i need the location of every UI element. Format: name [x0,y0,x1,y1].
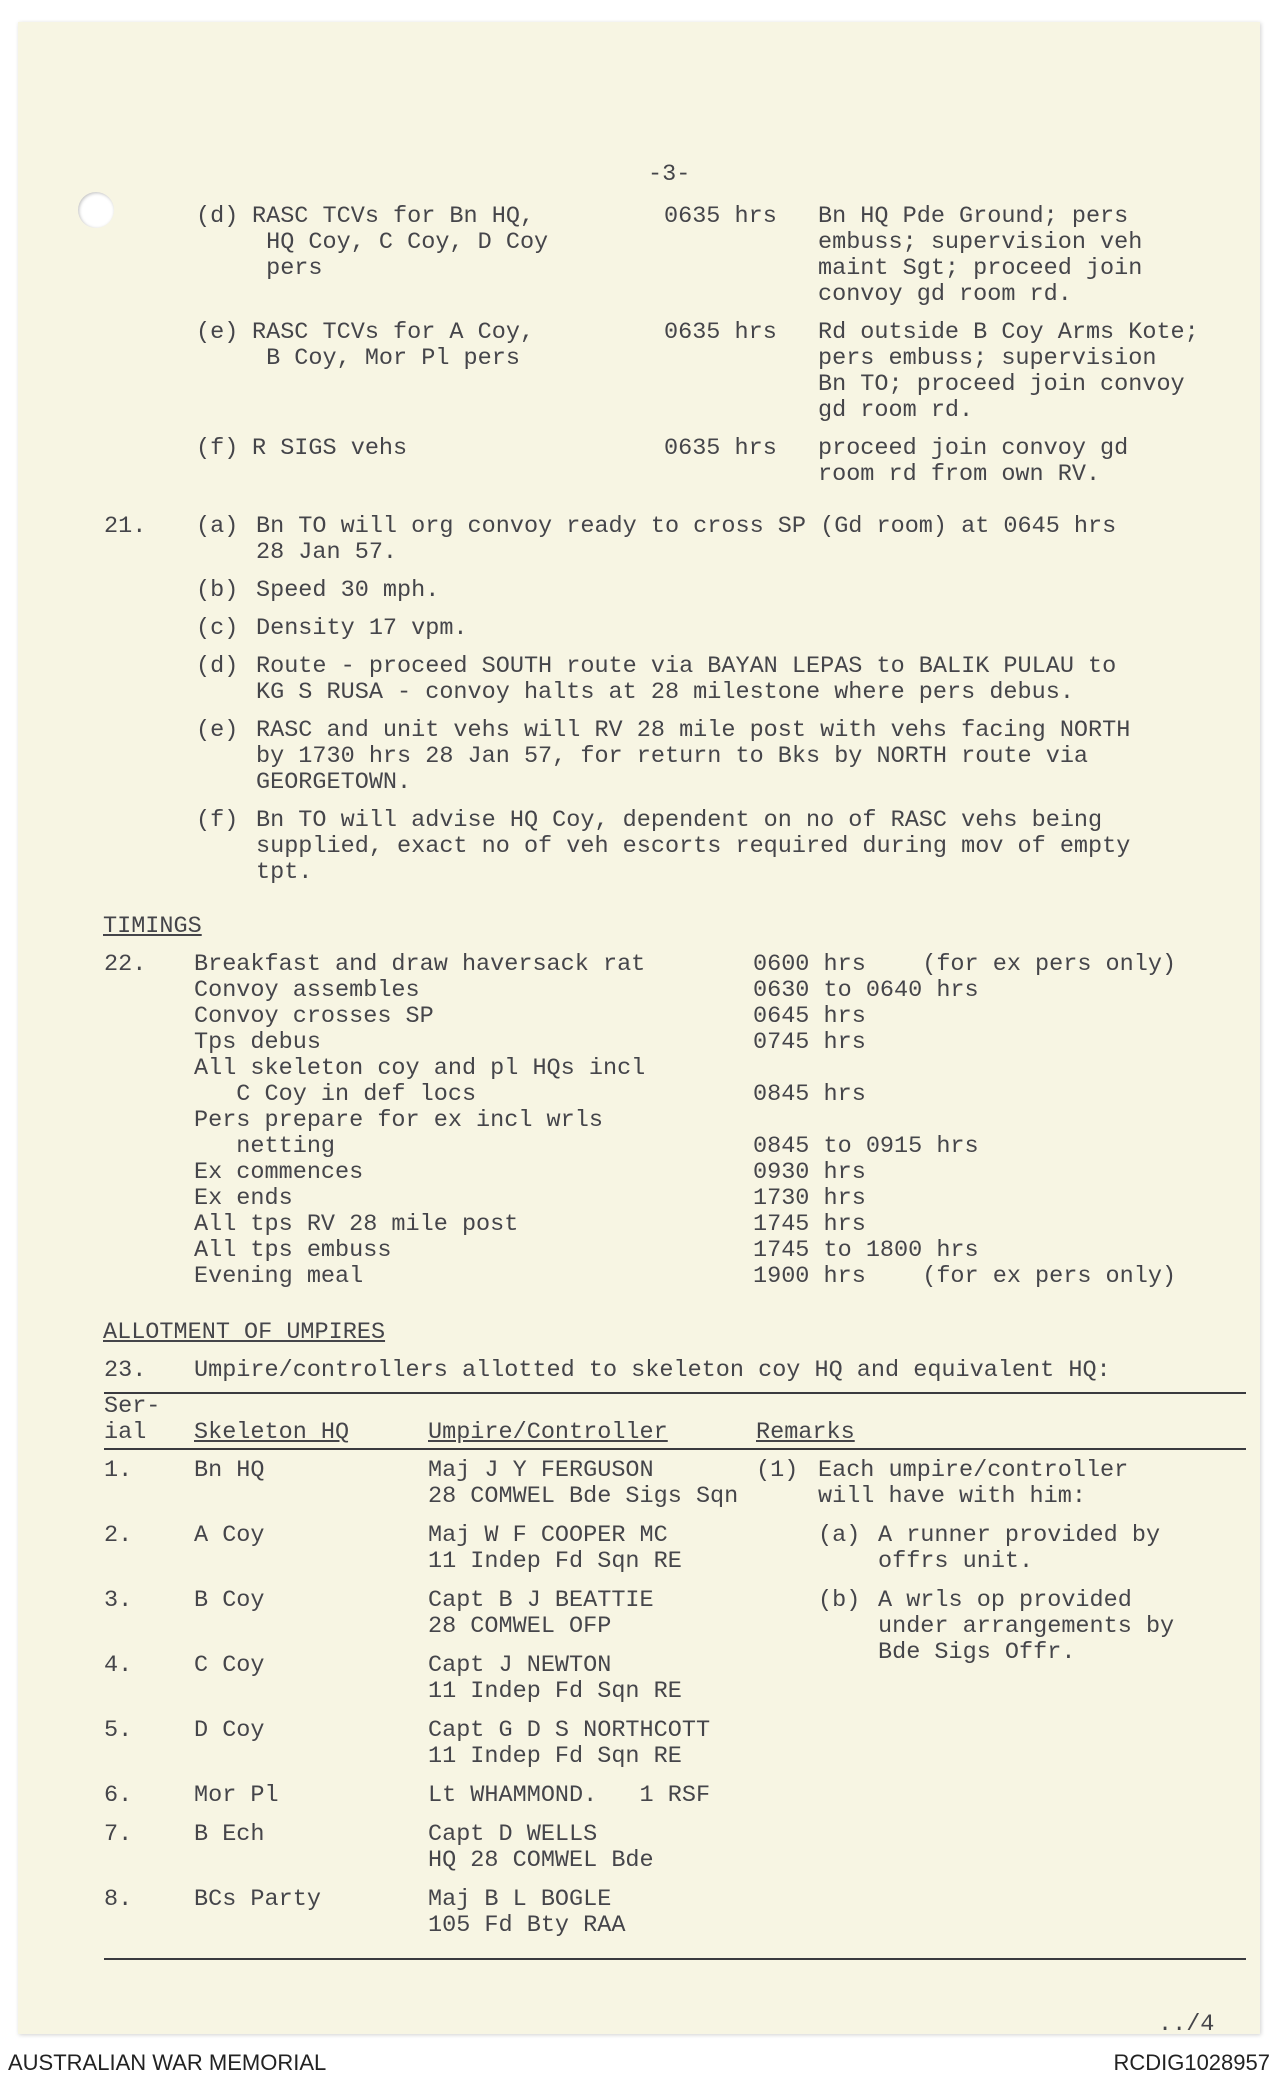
timing-event: Tps debus [194,1029,321,1056]
timing-event: Convoy crosses SP [194,1003,434,1030]
timing-event: Convoy assembles [194,977,420,1004]
timing-time: 0745 hrs [753,1029,866,1056]
para-number: 23. [104,1357,147,1384]
timing-event: Evening meal [194,1263,364,1290]
para-number: 21. [104,513,147,540]
row-umpire: Maj W F COOPER MC 11 Indep Fd Sqn RE [428,1522,682,1575]
timing-event: Ex ends [194,1185,293,1212]
section-heading: ALLOTMENT OF UMPIRES [103,1319,386,1346]
col-hq-header: Skeleton HQ [194,1419,350,1446]
timing-time: 0845 hrs [753,1081,866,1108]
row-umpire: Maj J Y FERGUSON 28 COMWEL Bde Sigs Sqn [428,1457,739,1510]
timing-time: 1730 hrs [753,1185,866,1212]
item-label: (f) [196,807,239,834]
item-time: 0635 hrs [664,319,777,346]
row-serial: 1. [104,1457,133,1484]
table-top-rule [104,1392,1246,1394]
item-remarks: proceed join convoy gd room rd from own RV. [818,435,1129,488]
item-text: Speed 30 mph. [256,577,440,604]
timing-time: 0645 hrs [753,1003,866,1030]
row-umpire: Capt J NEWTON 11 Indep Fd Sqn RE [428,1652,682,1705]
item-text: Route - proceed SOUTH route via BAYAN LEPAS to BALIK PULAU to KG S RUSA - convoy halts at 28 milestone where pers debus. [256,653,1117,706]
remark-label: (a) [818,1522,861,1549]
item-label: (d) [196,653,239,680]
timing-event: Ex commences [194,1159,364,1186]
timing-time: 1745 to 1800 hrs [753,1237,979,1264]
item-text: RASC and unit vehs will RV 28 mile post with vehs facing NORTH by 1730 hrs 28 Jan 57, for return to Bks by NORTH route via GEORGETOWN. [256,717,1131,796]
row-serial: 6. [104,1782,133,1809]
item-remarks: Bn HQ Pde Ground; pers embuss; supervision veh maint Sgt; proceed join convoy gd room rd. [818,203,1143,308]
row-hq: Bn HQ [194,1457,265,1484]
item-text: R SIGS vehs [252,435,408,462]
item-text: RASC TCVs for A Coy, B Coy, Mor Pl pers [252,319,535,372]
timing-event: All tps embuss [194,1237,392,1264]
timing-time: 1745 hrs [753,1211,866,1238]
row-serial: 5. [104,1717,133,1744]
remark-label: (b) [818,1587,861,1614]
col-remarks-header: Remarks [756,1419,855,1446]
row-hq: B Ech [194,1821,265,1848]
item-label: (e) [196,717,239,744]
remark-text: A runner provided by offrs unit. [878,1522,1161,1575]
item-time: 0635 hrs [664,435,777,462]
table-bottom-rule [104,1958,1246,1960]
item-label: (a) [196,513,239,540]
row-serial: 3. [104,1587,133,1614]
row-umpire: Capt B J BEATTIE 28 COMWEL OFP [428,1587,654,1640]
row-umpire: Maj B L BOGLE 105 Fd Bty RAA [428,1886,626,1939]
row-hq: A Coy [194,1522,265,1549]
item-text: Bn TO will advise HQ Coy, dependent on no of RASC vehs being supplied, exact no of veh escorts required during mov of empty tpt. [256,807,1131,886]
section-heading: TIMINGS [103,913,202,940]
item-remarks: Rd outside B Coy Arms Kote; pers embuss; supervision Bn TO; proceed join convoy gd room rd. [818,319,1199,424]
row-hq: Mor Pl [194,1782,279,1809]
row-serial: 8. [104,1886,133,1913]
timing-event: Pers prepare for ex incl wrls netting [194,1107,603,1160]
item-label: (e) [196,319,239,346]
item-label: (f) [196,435,239,462]
timing-event: All tps RV 28 mile post [194,1211,519,1238]
item-label: (b) [196,577,239,604]
row-umpire: Capt G D S NORTHCOTT 11 Indep Fd Sqn RE [428,1717,711,1770]
item-text: RASC TCVs for Bn HQ, HQ Coy, C Coy, D Coy pers [252,203,549,282]
remark-label: (1) [756,1457,799,1484]
col-umpire-header: Umpire/Controller [428,1419,668,1446]
intro-text: Umpire/controllers allotted to skeleton coy HQ and equivalent HQ: [194,1357,1111,1384]
item-time: 0635 hrs [664,203,777,230]
item-text: Bn TO will org convoy ready to cross SP (Gd room) at 0645 hrs 28 Jan 57. [256,513,1117,566]
remark-text: Each umpire/controller will have with him: [818,1457,1129,1510]
document-page [18,22,1260,2038]
continuation-mark: ../4 [1158,2011,1215,2038]
col-serial-header: Ser- ial [104,1393,161,1446]
row-hq: BCs Party [194,1886,321,1913]
punch-hole [78,192,114,228]
para-number: 22. [104,951,147,978]
row-umpire: Capt D WELLS HQ 28 COMWEL Bde [428,1821,654,1874]
row-serial: 2. [104,1522,133,1549]
row-serial: 7. [104,1821,133,1848]
timing-time: 0600 hrs (for ex pers only) [753,951,1177,978]
header-rule [104,1448,1246,1450]
timing-time: 1900 hrs (for ex pers only) [753,1263,1177,1290]
remark-text: A wrls op provided under arrangements by Bde Sigs Offr. [878,1587,1175,1666]
row-hq: B Coy [194,1587,265,1614]
timing-event: Breakfast and draw haversack rat [194,951,646,978]
row-umpire: Lt WHAMMOND. 1 RSF [428,1782,711,1809]
item-label: (d) [196,203,239,230]
timing-time: 0930 hrs [753,1159,866,1186]
footer-source: AUSTRALIAN WAR MEMORIAL [8,2050,327,2075]
item-text: Density 17 vpm. [256,615,468,642]
row-hq: C Coy [194,1652,265,1679]
item-label: (c) [196,615,239,642]
row-hq: D Coy [194,1717,265,1744]
page-number: -3- [648,161,691,188]
timing-time: 0630 to 0640 hrs [753,977,979,1004]
timing-time: 0845 to 0915 hrs [753,1133,979,1160]
row-serial: 4. [104,1652,133,1679]
timing-event: All skeleton coy and pl HQs incl C Coy in def locs [194,1055,646,1108]
footer-id: RCDIG1028957 [1113,2050,1270,2075]
